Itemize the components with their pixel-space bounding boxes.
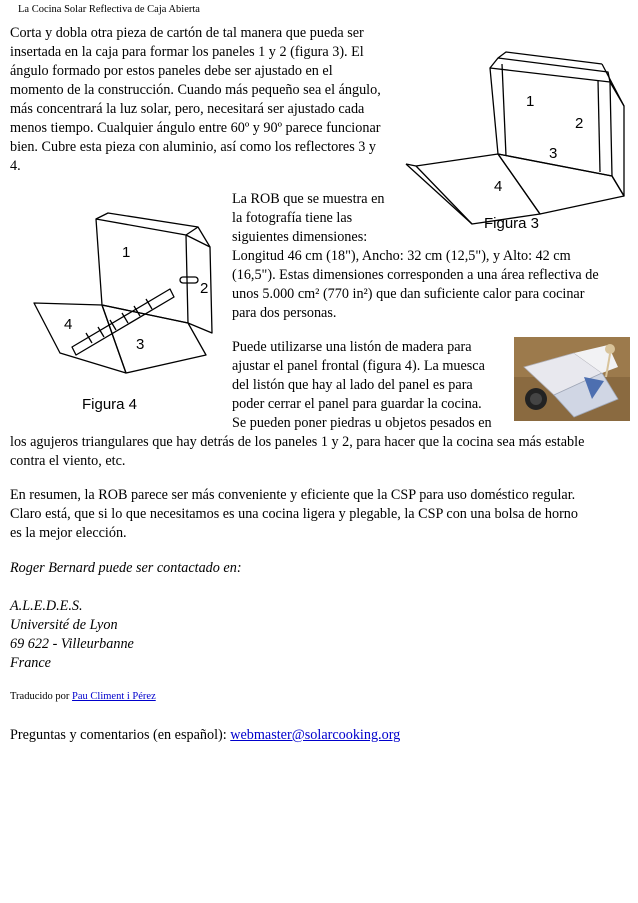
figure-3-label-3: 3: [549, 145, 558, 162]
intro-line: más concentrará la luz solar, pero, necesitará ser ajustado cada: [10, 101, 365, 117]
address-line: 69 622 - Villeurbanne: [10, 636, 134, 652]
address-line: France: [10, 655, 51, 671]
intro-line: menos tiempo. Cualquier ángulo entre 60º y 90º parece funcionar: [10, 120, 381, 136]
figure-4-panel-3: [102, 305, 206, 373]
figure-4-caption: Figura 4: [82, 396, 138, 413]
dimensions-line: unos 5.000 cm² (770 in²) que dan suficiente calor para cocinar: [232, 286, 585, 302]
batten-line: del listón que hay al lado del panel es para: [232, 377, 473, 393]
batten-line: poder cerrar el panel para guardar la cocina.: [232, 396, 482, 412]
figure-4-panel-1: [96, 219, 188, 323]
figure-4-label-4: 4: [64, 316, 73, 333]
intro-line: insertada en la caja para formar los paneles 1 y 2 (figura 3). El: [10, 44, 364, 60]
intro-line: Corta y dobla otra pieza de cartón de tal manera que pueda ser: [10, 25, 364, 41]
questions-prefix: Preguntas y comentarios (en español):: [10, 727, 231, 743]
intro-line: ángulo formado por estos paneles debe ser ajustado en el: [10, 63, 333, 79]
batten-line: ajustar el panel frontal (figura 4). La muesca: [232, 358, 485, 374]
dimensions-line: Longitud 46 cm (18"), Ancho: 32 cm (12,5"), y Alto: 42 cm: [232, 248, 571, 264]
translation-credit: [10, 690, 156, 703]
translation-prefix: Traducido por: [10, 691, 73, 702]
contact-intro: Roger Bernard puede ser contactado en:: [10, 560, 242, 576]
dimensions-line: siguientes dimensiones:: [232, 229, 368, 245]
figure-3-panel-top-lip: [498, 52, 602, 64]
summary-line: Claro está, que si lo que necesitamos es una cocina ligera y plegable, la CSP con una bolsa de horno: [10, 506, 578, 522]
batten-line: Se pueden poner piedras u objetos pesados en: [232, 415, 492, 431]
figure-4-label-1: 1: [122, 244, 131, 261]
page-header-title: La Cocina Solar Reflectiva de Caja Abierta: [18, 4, 200, 15]
figure-3-panel-3: [498, 154, 624, 214]
figure-4-batten: [72, 289, 174, 355]
summary-line: es la mejor elección.: [10, 525, 127, 541]
translator-link[interactable]: Pau Climent i Pérez: [72, 691, 156, 702]
figure-3-panel-2-edge: [602, 64, 624, 106]
figure-3-label-1: 1: [526, 93, 535, 110]
figure-4-panel-4: [34, 303, 126, 373]
dimensions-line: para dos personas.: [232, 305, 337, 321]
webmaster-email-link[interactable]: webmaster@solarcooking.org: [230, 727, 401, 743]
dimensions-line: la fotografía tiene las: [232, 210, 353, 226]
dimensions-line: La ROB que se muestra en: [232, 191, 385, 207]
batten-line: Puede utilizarse una listón de madera para: [232, 339, 472, 355]
questions-line: [10, 726, 400, 745]
intro-line: 4.: [10, 158, 21, 174]
figure-4-label-2: 2: [200, 280, 209, 297]
figure-3-label-4: 4: [494, 178, 503, 195]
figure-3-label-2: 2: [575, 115, 584, 132]
dimensions-line: (16,5"). Estas dimensiones corresponden a una área reflectiva de: [232, 267, 599, 283]
batten-line: contra el viento, etc.: [10, 453, 126, 469]
address-line: Université de Lyon: [10, 617, 118, 633]
address-line: A.L.E.D.E.S.: [10, 598, 83, 614]
figure-3-panel-4: [416, 154, 540, 224]
summary-line: En resumen, la ROB parece ser más conveniente y eficiente que la CSP para uso doméstico regular.: [10, 487, 576, 503]
intro-line: momento de la construcción. Cuando más pequeño sea el ángulo,: [10, 82, 381, 98]
figure-3-caption: Figura 3: [484, 215, 540, 232]
batten-line: los agujeros triangulares que hay detrás de los paneles 1 y 2, para hacer que la cocina sea más estable: [10, 434, 585, 450]
figure-4-drawing: [30, 205, 230, 395]
figure-3-drawing: [402, 28, 630, 228]
solar-cooker-photo: [514, 337, 630, 421]
intro-line: bien. Cubre esta pieza con aluminio, así como los reflectores 3 y: [10, 139, 377, 155]
figure-3-panel-2: [610, 82, 624, 196]
figure-4-label-3: 3: [136, 336, 145, 353]
